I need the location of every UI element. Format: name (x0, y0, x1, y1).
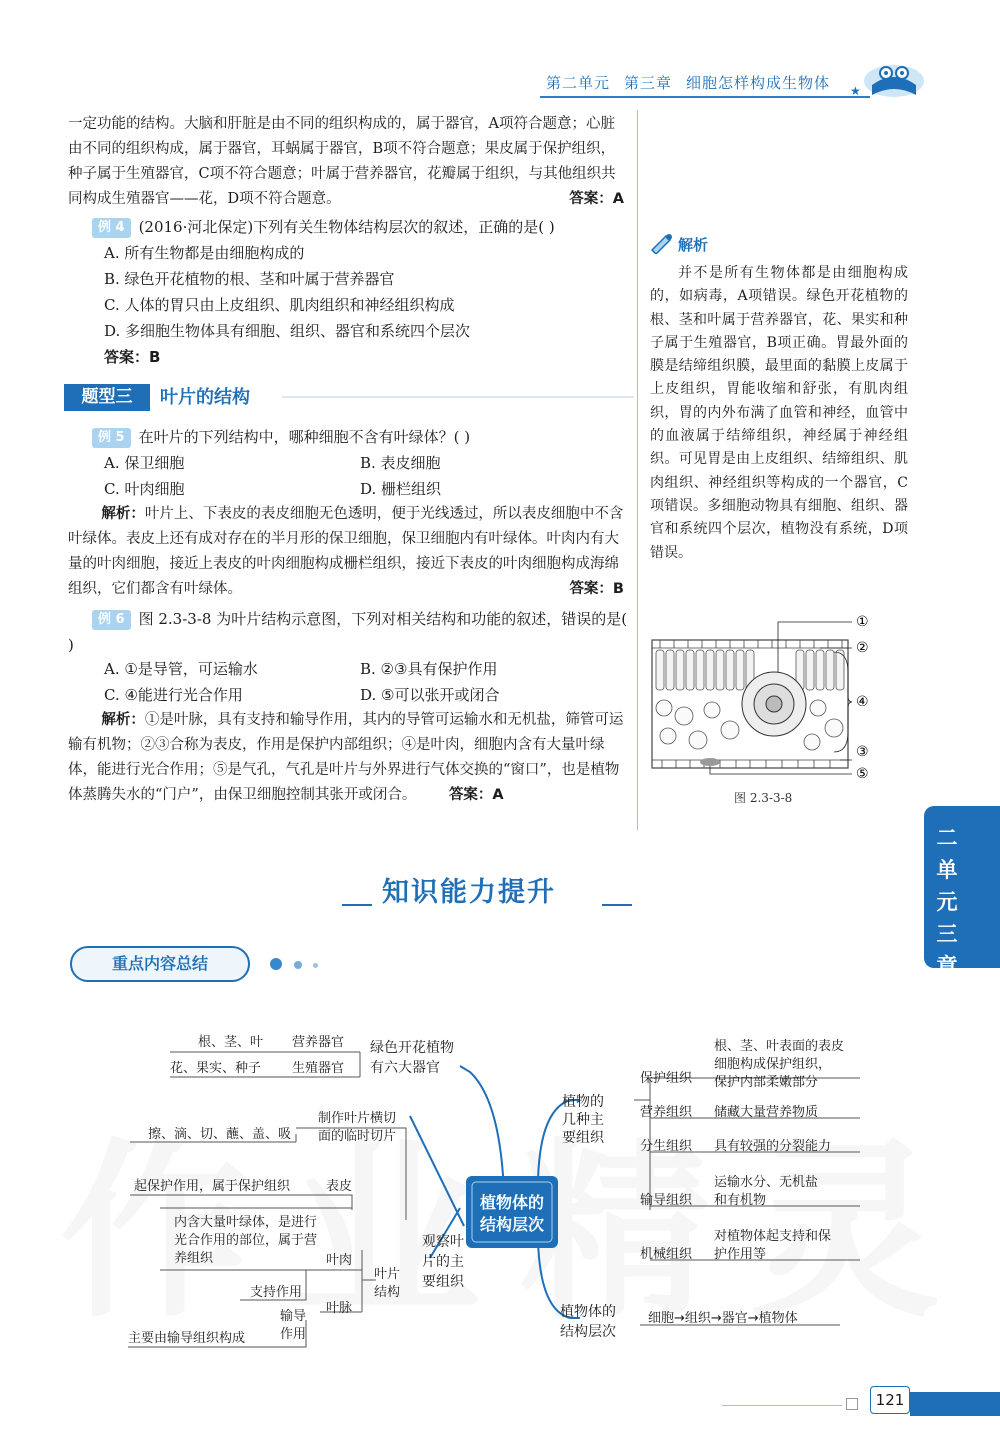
mindmap-protective-tissue: 保护组织 (640, 1071, 693, 1086)
side-char: 二 (936, 826, 958, 850)
figure-label-3: ③ (856, 744, 869, 760)
side-char: 单 (936, 858, 958, 882)
mindmap-observe-line2: 片的主 (422, 1254, 464, 1270)
intro-text: 一定功能的结构。大脑和肝脏是由不同的组织构成的，属于器官，A项符合题意；心脏由不同的组织构成，属于器官，耳蜗属于器官，B项不符合题意；果皮属于保护组织，种子属于生殖器官，C项不符合题意；叶属于营养器官，花瓣属于组织，与其他组织共同构成生殖器官——花，D项不符合题意。 (68, 116, 616, 207)
mindmap-epidermis-desc: 起保护作用，属于保护组织 (134, 1179, 291, 1194)
mindmap-protective-desc-3: 保护内部柔嫩部分 (714, 1075, 819, 1090)
side-tab-text (932, 822, 962, 982)
example5-stem-text: 在叶片的下列结构中，哪种细胞不含有叶绿体？( ) (138, 428, 471, 446)
analysis-pencil-icon (650, 232, 676, 254)
mindmap-observe-line1: 观察叶 (422, 1234, 464, 1250)
mindmap-center-line2: 结构层次 (479, 1215, 545, 1234)
page-number: 121 (870, 1386, 910, 1414)
mindmap-mechanical-desc-1: 对植物体起支持和保 (714, 1229, 832, 1244)
mindmap-mechanical-tissue: 机械组织 (640, 1247, 693, 1262)
example5-tag: 例 5 (92, 428, 131, 448)
summary-pill: 重点内容总结 (70, 946, 250, 982)
leaf-cross-section-figure (650, 612, 890, 782)
header-title: 细胞怎样构成生物体 (686, 74, 831, 92)
mindmap-hierarchy-chain: 细胞→组织→器官→植物体 (648, 1311, 798, 1326)
example6-option-b: B. ②③具有保护作用 (360, 660, 498, 678)
mindmap-reproductive-parts: 花、果实、种子 (170, 1061, 262, 1076)
figure-label-5: ⑤ (856, 766, 869, 782)
example5-analysis (68, 502, 624, 602)
mindmap-slide-steps: 擦、滴、切、蘸、盖、吸 (148, 1127, 292, 1142)
mindmap-epidermis: 表皮 (326, 1179, 353, 1194)
example5-analysis-label: 解析： (101, 506, 145, 522)
mindmap-leaf-structure-1: 叶片 (374, 1267, 401, 1282)
stoma (700, 758, 720, 766)
side-char: 三 (936, 922, 958, 946)
deco-dot (270, 958, 282, 970)
header-unit: 第二单元 (546, 74, 611, 92)
example5-analysis-text: 叶片上、下表皮的表皮细胞无色透明，便于光线透过，所以表皮细胞中不含叶绿体。表皮上还有成对存在的半月形的保卫细胞，保卫细胞内有叶绿体。叶肉内有大量的叶肉细胞，接近上表皮的叶肉细胞构成栅栏组织，接近下表皮的叶肉细胞构成海绵组织，它们都含有叶绿体。 (68, 506, 624, 597)
example4-option-a: A. 所有生物都是由细胞构成的 (104, 244, 305, 262)
footer-bar (910, 1392, 1000, 1416)
mindmap-conducting-desc-2: 和有机物 (714, 1193, 767, 1208)
example4-option-d: D. 多细胞生物体具有细胞、组织、器官和系统四个层次 (104, 322, 471, 340)
mindmap-six-organs-line2: 有六大器官 (370, 1060, 440, 1076)
example6-answer: 答案：A (448, 787, 504, 803)
mindmap-slide-node-line2: 面的临时切片 (318, 1129, 397, 1144)
knowledge-title: 知识能力提升 (382, 877, 556, 908)
section3-title: 叶片的结构 (160, 387, 250, 408)
footer-square (846, 1398, 858, 1410)
deco-dot (294, 961, 302, 969)
mindmap-tissues-node-1: 植物的 (562, 1094, 604, 1110)
figure-caption: 图 2.3-3-8 (734, 791, 793, 805)
example6-analysis (68, 708, 624, 808)
mindmap-vegetative-organ: 营养器官 (292, 1035, 345, 1050)
right-analysis-text: 并不是所有生物体都是由细胞构成的，如病毒，A项错误。绿色开花植物的根、茎和叶属于营养器官，花、果实和种子属于生殖器官，B项正确。胃最外面的膜是结缔组织膜，最里面的黏膜上皮属于上皮组织，胃能收缩和舒张，有肌肉组织，胃的内外布满了血管和神经，血管中的血液属于结缔组织，神经属于神经组织。可见胃是由上皮组织、结缔组织、肌肉组织、神经组织等构成的一个器官，C项错误。多细胞动物具有细胞、组织、器官和系统四个层次，植物没有系统，D项错误。 (650, 265, 908, 561)
mindmap-tissues-node-3: 要组织 (562, 1130, 604, 1146)
title-rule-left (342, 904, 372, 906)
example4-stem (92, 214, 632, 240)
mindmap-nutrient-tissue: 营养组织 (640, 1105, 693, 1120)
mindmap-mesophyll: 叶肉 (326, 1253, 353, 1268)
mindmap-hierarchy-node-2: 结构层次 (560, 1324, 616, 1340)
mindmap-vein: 叶脉 (326, 1301, 353, 1316)
example5-option-c: C. 叶肉细胞 (104, 480, 185, 498)
figure-label-2: ② (856, 640, 869, 656)
mindmap-nutrient-desc: 储藏大量营养物质 (714, 1105, 819, 1120)
mindmap-protective-desc-2: 细胞构成保护组织， (714, 1057, 832, 1072)
title-rule-right (602, 904, 632, 906)
mindmap-leaf-structure-2: 结构 (374, 1285, 401, 1300)
mindmap-hierarchy-node-1: 植物体的 (560, 1304, 616, 1320)
example6-option-c: C. ④能进行光合作用 (104, 686, 243, 704)
star-icon: ★ (850, 84, 861, 98)
mindmap-observe-line3: 要组织 (422, 1274, 464, 1290)
mindmap-meristem-desc: 具有较强的分裂能力 (714, 1139, 832, 1154)
column-divider (637, 110, 638, 830)
mindmap-conduct-1: 输导 (280, 1309, 307, 1324)
example6-stem-text: 图 2.3-3-8 为叶片结构示意图，下列对相关结构和功能的叙述，错误的是( ) (68, 610, 628, 654)
example6-option-d: D. ⑤可以张开或闭合 (360, 686, 500, 704)
mindmap-conduct-desc: 主要由输导组织构成 (128, 1331, 246, 1346)
book-mascot-icon (858, 55, 930, 101)
example6-analysis-text: ①是叶脉，具有支持和输导作用，其内的导管可运输水和无机盐，筛管可运输有机物；②③合称为表皮，作用是保护内部组织；④是叶肉，细胞内含有大量叶绿体，能进行光合作用；⑤是气孔，气孔是叶片与外界进行气体交换的“窗口”，也是植物体蒸腾失水的“门户”，由保卫细胞控制其张开或闭合。 (68, 712, 624, 803)
header-rule (540, 96, 870, 98)
mindmap-reproductive-organ: 生殖器官 (292, 1061, 345, 1076)
mindmap-mechanical-desc-2: 护作用等 (714, 1247, 767, 1262)
example4-option-c: C. 人体的胃只由上皮组织、肌肉组织和神经组织构成 (104, 296, 455, 314)
example4-tag: 例 4 (92, 218, 131, 238)
running-header (546, 72, 844, 93)
example5-option-a: A. 保卫细胞 (104, 454, 185, 472)
mindmap-center-line1: 植物体的 (479, 1193, 545, 1212)
deco-dot (313, 963, 318, 968)
mindmap-six-organs-line1: 绿色开花植物 (370, 1040, 454, 1056)
mindmap-conduct-2: 作用 (280, 1327, 307, 1342)
figure-label-1: ① (856, 614, 869, 630)
mindmap-mesophyll-desc-1: 内含大量叶绿体，是进行 (174, 1215, 318, 1230)
side-char: 章 (936, 954, 958, 978)
mindmap-slide-node-line1: 制作叶片横切 (318, 1111, 397, 1126)
example5-option-b: B. 表皮细胞 (360, 454, 441, 472)
mindmap-center-node (466, 1176, 558, 1248)
mindmap (100, 1020, 900, 1360)
footer-rule (722, 1405, 842, 1406)
mindmap-vegetative-parts: 根、茎、叶 (198, 1035, 264, 1050)
mindmap-support: 支持作用 (250, 1285, 303, 1300)
example4-answer: 答案：B (104, 348, 161, 366)
example4-option-b: B. 绿色开花植物的根、茎和叶属于营养器官 (104, 270, 395, 288)
header-chapter: 第三章 (624, 74, 673, 92)
mindmap-mesophyll-desc-2: 光合作用的部位，属于营 (174, 1233, 318, 1248)
mindmap-conducting-tissue: 输导组织 (640, 1193, 693, 1208)
section3-label: 题型三 (64, 384, 150, 411)
mindmap-meristem-tissue: 分生组织 (640, 1139, 693, 1154)
intro-answer: 答案：A (569, 191, 624, 207)
vein-bundle (742, 672, 806, 736)
example5-stem (92, 424, 632, 450)
mindmap-tissues-node-2: 几种主 (562, 1112, 604, 1128)
example6-tag: 例 6 (92, 610, 131, 630)
mindmap-conducting-desc-1: 运输水分、无机盐 (714, 1175, 819, 1190)
figure-label-4: ④ (856, 694, 869, 710)
intro-paragraph (68, 112, 624, 212)
section3-rule (282, 396, 634, 398)
example4-stem-text: (2016·河北保定)下列有关生物体结构层次的叙述，正确的是( ) (138, 218, 555, 236)
example5-answer: 答案：B (569, 581, 624, 597)
example5-option-d: D. 栅栏组织 (360, 480, 442, 498)
mindmap-mesophyll-desc-3: 养组织 (174, 1251, 214, 1266)
example6-option-a: A. ①是导管，可运输水 (104, 660, 258, 678)
mindmap-protective-desc-1: 根、茎、叶表面的表皮 (714, 1039, 845, 1054)
right-analysis-heading: 解析 (678, 236, 709, 254)
example6-analysis-label: 解析： (101, 712, 145, 728)
example6-stem (68, 606, 628, 658)
side-char: 元 (936, 890, 958, 914)
